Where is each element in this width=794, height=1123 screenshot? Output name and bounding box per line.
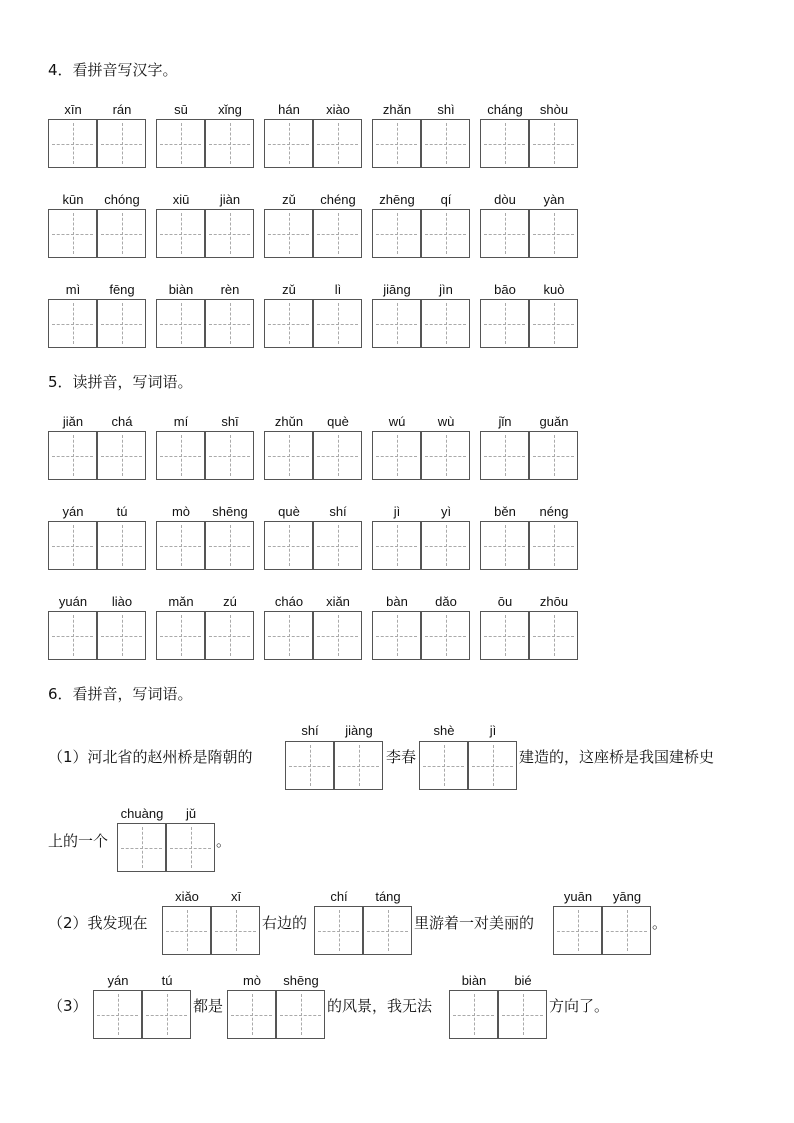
pinyin-label: jì	[489, 723, 497, 738]
q2-suffix: 。	[652, 914, 668, 932]
char-box[interactable]	[480, 119, 529, 168]
char-box[interactable]	[264, 299, 313, 348]
pinyin-label: què	[327, 414, 349, 429]
char-box[interactable]	[205, 611, 254, 660]
char-box[interactable]	[421, 299, 470, 348]
char-box[interactable]	[97, 299, 146, 348]
pinyin-label: mò	[242, 973, 262, 988]
pinyin-label: jì	[393, 504, 401, 519]
pinyin-label: xiǎn	[326, 594, 350, 609]
char-box[interactable]	[363, 906, 412, 955]
pinyin-label: zhōu	[539, 594, 569, 609]
char-box[interactable]	[156, 119, 205, 168]
q3-suffix: 方向了。	[549, 997, 610, 1015]
pinyin-label: bāo	[494, 282, 516, 297]
char-box[interactable]	[313, 611, 362, 660]
pinyin-label: táng	[375, 889, 401, 904]
char-box[interactable]	[529, 119, 578, 168]
pinyin-label: shì	[437, 102, 455, 117]
char-box[interactable]	[529, 299, 578, 348]
q3-prefix: （3）	[48, 997, 88, 1015]
pinyin-label: xiào	[326, 102, 350, 117]
q2-prefix: （2）我发现在	[48, 914, 148, 932]
pinyin-label: biàn	[461, 973, 487, 988]
pinyin-label: kūn	[62, 192, 84, 207]
pinyin-label: jǐn	[498, 414, 512, 429]
pinyin-label: jiàng	[345, 723, 373, 738]
pinyin-label: xīn	[64, 102, 82, 117]
q2-mid1: 右边的	[262, 914, 308, 932]
char-box[interactable]	[529, 521, 578, 570]
pinyin-label: dǎo	[435, 594, 457, 609]
pinyin-label: qí	[440, 192, 452, 207]
pinyin-label: yàn	[543, 192, 565, 207]
char-box[interactable]	[156, 299, 205, 348]
char-box[interactable]	[48, 119, 97, 168]
pinyin-label: kuò	[543, 282, 565, 297]
char-box[interactable]	[529, 611, 578, 660]
section-5-heading: 5．读拼音，写词语。	[48, 373, 193, 391]
char-box[interactable]	[156, 431, 205, 480]
char-box[interactable]	[334, 741, 383, 790]
char-box[interactable]	[227, 990, 276, 1039]
char-box[interactable]	[264, 521, 313, 570]
pinyin-label: fēng	[109, 282, 135, 297]
pinyin-label: chuàng	[120, 806, 164, 821]
char-box[interactable]	[313, 299, 362, 348]
pinyin-label: sū	[174, 102, 188, 117]
q1-suffix: 建造的，这座桥是我国建桥史	[519, 748, 715, 766]
char-box[interactable]	[97, 431, 146, 480]
pinyin-label: xī	[230, 889, 242, 904]
pinyin-label: jǔ	[185, 806, 197, 821]
pinyin-label: què	[278, 504, 300, 519]
char-box[interactable]	[93, 990, 142, 1039]
pinyin-label: zhǔn	[274, 414, 304, 429]
pinyin-label: shí	[301, 723, 319, 738]
pinyin-label: cháng	[487, 102, 523, 117]
char-box[interactable]	[313, 119, 362, 168]
char-box[interactable]	[372, 431, 421, 480]
char-box[interactable]	[48, 209, 97, 258]
pinyin-label: chéng	[320, 192, 356, 207]
char-box[interactable]	[205, 431, 254, 480]
char-box[interactable]	[97, 209, 146, 258]
pinyin-label: lì	[334, 282, 342, 297]
char-box[interactable]	[421, 209, 470, 258]
pinyin-label: liào	[111, 594, 133, 609]
q1-prefix: （1）河北省的赵州桥是隋朝的	[48, 748, 253, 766]
pinyin-label: wú	[388, 414, 406, 429]
pinyin-label: shī	[221, 414, 239, 429]
char-box[interactable]	[480, 299, 529, 348]
pinyin-label: yì	[440, 504, 452, 519]
pinyin-label: tú	[161, 973, 173, 988]
q3-mid1: 都是	[193, 997, 224, 1015]
section-4-heading: 4．看拼音写汉字。	[48, 61, 178, 79]
pinyin-label: zǔ	[282, 192, 296, 207]
pinyin-label: yán	[107, 973, 129, 988]
char-box[interactable]	[529, 431, 578, 480]
char-box[interactable]	[205, 209, 254, 258]
char-box[interactable]	[276, 990, 325, 1039]
section-6-heading: 6．看拼音，写词语。	[48, 685, 193, 703]
pinyin-label: mì	[65, 282, 81, 297]
char-box[interactable]	[97, 611, 146, 660]
q1-line2-suffix: 。	[216, 832, 232, 850]
pinyin-label: hán	[278, 102, 300, 117]
char-box[interactable]	[553, 906, 602, 955]
char-box[interactable]	[117, 823, 166, 872]
pinyin-label: guǎn	[539, 414, 569, 429]
q1-mid: 李春	[386, 748, 417, 766]
char-box[interactable]	[97, 119, 146, 168]
q1-line2-prefix: 上的一个	[48, 832, 109, 850]
pinyin-label: néng	[539, 504, 569, 519]
pinyin-label: xiǎo	[175, 889, 199, 904]
pinyin-label: mǎn	[168, 594, 194, 609]
char-box[interactable]	[372, 209, 421, 258]
pinyin-label: biàn	[168, 282, 194, 297]
q3-mid2: 的风景，我无法	[327, 997, 433, 1015]
char-box[interactable]	[421, 611, 470, 660]
pinyin-label: bàn	[386, 594, 408, 609]
pinyin-label: jìn	[439, 282, 453, 297]
pinyin-label: shēng	[212, 504, 248, 519]
char-box[interactable]	[211, 906, 260, 955]
pinyin-label: shòu	[539, 102, 569, 117]
pinyin-label: ōu	[497, 594, 513, 609]
char-box[interactable]	[205, 119, 254, 168]
char-box[interactable]	[264, 611, 313, 660]
pinyin-label: chóng	[104, 192, 140, 207]
char-box[interactable]	[313, 431, 362, 480]
pinyin-label: jiāng	[383, 282, 411, 297]
pinyin-label: yán	[62, 504, 84, 519]
char-box[interactable]	[205, 299, 254, 348]
pinyin-label: xiū	[172, 192, 190, 207]
pinyin-label: dòu	[494, 192, 516, 207]
char-box[interactable]	[372, 521, 421, 570]
char-box[interactable]	[48, 611, 97, 660]
pinyin-label: zú	[223, 594, 237, 609]
pinyin-label: cháo	[274, 594, 304, 609]
pinyin-label: jiàn	[219, 192, 241, 207]
char-box[interactable]	[468, 741, 517, 790]
pinyin-label: chí	[330, 889, 348, 904]
pinyin-label: yuān	[563, 889, 593, 904]
pinyin-label: zǔ	[282, 282, 296, 297]
char-box[interactable]	[602, 906, 651, 955]
char-box[interactable]	[48, 521, 97, 570]
pinyin-label: yuán	[58, 594, 88, 609]
char-box[interactable]	[48, 431, 97, 480]
pinyin-label: shè	[433, 723, 455, 738]
pinyin-label: mí	[173, 414, 189, 429]
pinyin-label: bié	[514, 973, 532, 988]
char-box[interactable]	[156, 209, 205, 258]
pinyin-label: xǐng	[218, 102, 242, 117]
char-box[interactable]	[421, 119, 470, 168]
pinyin-label: tú	[116, 504, 128, 519]
char-box[interactable]	[156, 521, 205, 570]
char-box[interactable]	[372, 611, 421, 660]
char-box[interactable]	[48, 299, 97, 348]
char-box[interactable]	[313, 209, 362, 258]
char-box[interactable]	[314, 906, 363, 955]
char-box[interactable]	[372, 119, 421, 168]
char-box[interactable]	[156, 611, 205, 660]
char-box[interactable]	[419, 741, 468, 790]
char-box[interactable]	[162, 906, 211, 955]
pinyin-label: yāng	[612, 889, 642, 904]
pinyin-label: zhēng	[379, 192, 415, 207]
char-box[interactable]	[97, 521, 146, 570]
char-box[interactable]	[498, 990, 547, 1039]
q2-mid2: 里游着一对美丽的	[414, 914, 535, 932]
char-box[interactable]	[313, 521, 362, 570]
char-box[interactable]	[205, 521, 254, 570]
pinyin-label: chá	[111, 414, 133, 429]
pinyin-label: mò	[171, 504, 191, 519]
char-box[interactable]	[480, 521, 529, 570]
pinyin-label: rán	[112, 102, 132, 117]
pinyin-label: shí	[329, 504, 347, 519]
char-box[interactable]	[285, 741, 334, 790]
char-box[interactable]	[264, 431, 313, 480]
char-box[interactable]	[142, 990, 191, 1039]
pinyin-label: rèn	[220, 282, 240, 297]
pinyin-label: běn	[494, 504, 516, 519]
char-box[interactable]	[449, 990, 498, 1039]
char-box[interactable]	[264, 119, 313, 168]
pinyin-label: shēng	[283, 973, 319, 988]
pinyin-label: zhǎn	[382, 102, 412, 117]
char-box[interactable]	[421, 521, 470, 570]
char-box[interactable]	[421, 431, 470, 480]
pinyin-label: wù	[437, 414, 455, 429]
char-box[interactable]	[264, 209, 313, 258]
pinyin-label: jiǎn	[62, 414, 84, 429]
char-box[interactable]	[480, 209, 529, 258]
char-box[interactable]	[166, 823, 215, 872]
char-box[interactable]	[480, 611, 529, 660]
char-box[interactable]	[529, 209, 578, 258]
char-box[interactable]	[372, 299, 421, 348]
char-box[interactable]	[480, 431, 529, 480]
